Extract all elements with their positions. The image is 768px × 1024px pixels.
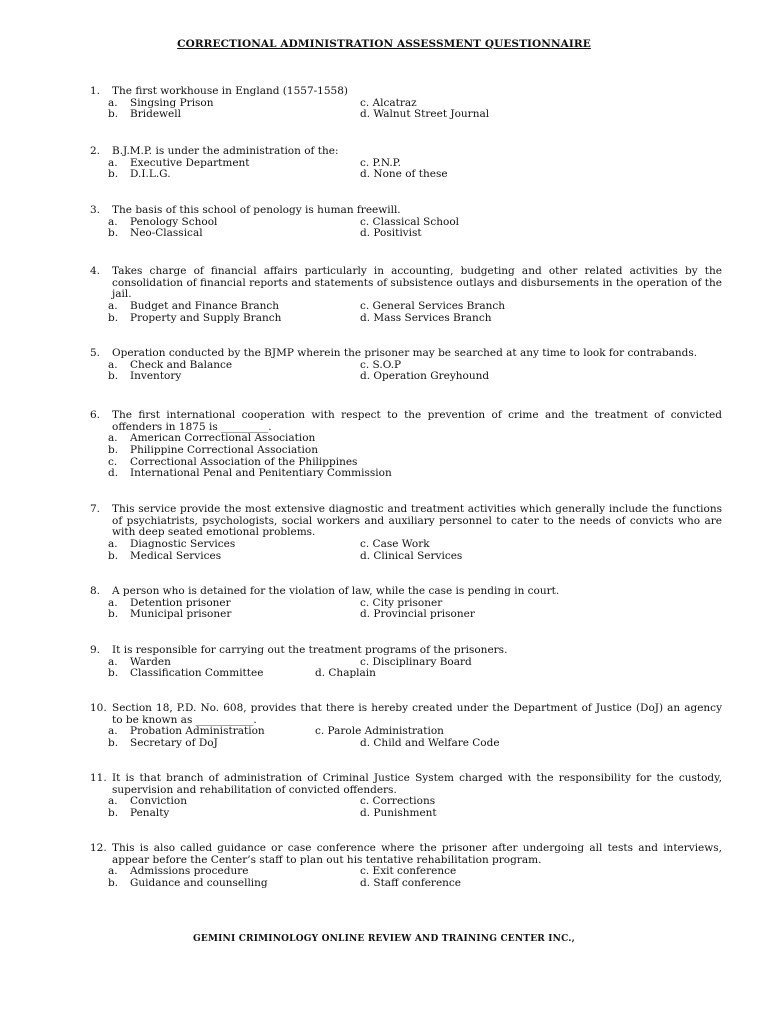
- option-d: d. Chaplain: [315, 667, 376, 680]
- option-d: d. Walnut Street Journal: [360, 108, 490, 121]
- option-b: b. D.I.L.G.: [108, 168, 171, 181]
- question-3: [90, 205, 722, 240]
- option-d: d. Child and Welfare Code: [360, 737, 500, 750]
- question-8: [90, 586, 722, 621]
- option-c: c. Alcatraz: [360, 96, 417, 109]
- question-2: [90, 146, 722, 181]
- option-b: b. Property and Supply Branch: [108, 311, 282, 324]
- option-d: d. Punishment: [360, 807, 437, 820]
- question-10: [90, 703, 722, 750]
- question-text: The first workhouse in England (1557-1558): [112, 85, 348, 97]
- question-number: 7.: [90, 503, 101, 515]
- option-b: b. Guidance and counselling: [108, 877, 268, 890]
- question-4: [90, 266, 722, 324]
- option-c: c. Parole Administration: [315, 725, 444, 738]
- question-number: 8.: [90, 585, 101, 597]
- option-a: a. Detention prisoner: [108, 596, 231, 609]
- option-a: a. Diagnostic Services: [108, 538, 236, 551]
- option-c: c. Classical School: [360, 215, 460, 228]
- option-c: c. City prisoner: [360, 596, 443, 609]
- option-b: b. Penalty: [108, 807, 170, 820]
- question-text: Takes charge of financial affairs particularly in accounting, budgeting and other related activities by the consolidation of financial reports and statements of subsistence outlays and disbursements in the operation of the jail.: [112, 265, 722, 301]
- option-d: d. Positivist: [360, 227, 422, 240]
- option-d: d. Mass Services Branch: [360, 311, 492, 324]
- question-number: 5.: [90, 347, 101, 359]
- question-number: 12.: [90, 842, 107, 854]
- option-c: c. P.N.P.: [360, 156, 401, 169]
- question-number: 11.: [90, 772, 107, 784]
- question-number: 2.: [90, 145, 101, 157]
- question-text: A person who is detained for the violation of law, while the case is pending in court.: [112, 585, 560, 597]
- page-title: CORRECTIONAL ADMINISTRATION ASSESSMENT QUESTIONNAIRE: [177, 38, 591, 50]
- question-number: 10.: [90, 702, 107, 714]
- question-5: [90, 348, 722, 383]
- option-d: d. Operation Greyhound: [360, 370, 490, 383]
- option-c: c. Exit conference: [360, 865, 457, 878]
- question-text: The basis of this school of penology is human freewill.: [112, 204, 401, 216]
- option-b: b. Bridewell: [108, 108, 181, 121]
- option-a: a. Executive Department: [108, 156, 250, 169]
- question-number: 1.: [90, 85, 101, 97]
- question-number: 4.: [90, 265, 101, 277]
- question-text: This is also called guidance or case conference where the prisoner after undergoing all tests and interviews, appear before the Center’s staff to plan out his tentative rehabilitation program.: [112, 842, 722, 866]
- option-c: c. Disciplinary Board: [360, 655, 472, 668]
- option-b: b. Medical Services: [108, 549, 222, 562]
- option-c: c. S.O.P: [360, 358, 402, 371]
- option-a: a. American Correctional Association: [108, 432, 316, 445]
- option-c: c. Corrections: [360, 795, 436, 808]
- option-d: d. Clinical Services: [360, 549, 463, 562]
- option-b: b. Classification Committee: [108, 667, 264, 680]
- question-6: [90, 410, 722, 480]
- option-d: d. None of these: [360, 168, 448, 181]
- question-11: [90, 773, 722, 820]
- option-a: a. Singsing Prison: [108, 96, 214, 109]
- question-text: It is responsible for carrying out the treatment programs of the prisoners.: [112, 644, 508, 656]
- option-a: a. Probation Administration: [108, 725, 265, 738]
- option-a: a. Budget and Finance Branch: [108, 300, 280, 313]
- question-number: 6.: [90, 409, 101, 421]
- question-7: [90, 504, 722, 562]
- option-d: d. Provincial prisoner: [360, 608, 475, 621]
- question-text: This service provide the most extensive diagnostic and treatment activities which generally include the functions of psychiatrists, psychologists, social workers and auxiliary personnel to cater to the needs of convicts who are with deep seated emotional problems.: [112, 503, 722, 539]
- option-d: d. Staff conference: [360, 877, 462, 890]
- option-a: a. Penology School: [108, 215, 218, 228]
- option-a: a. Conviction: [108, 795, 187, 808]
- question-1: [90, 86, 722, 121]
- question-text: Section 18, P.D. No. 608, provides that there is hereby created under the Department of Justice (DoJ) an agency to be known as ___________.: [112, 702, 722, 726]
- question-number: 9.: [90, 644, 101, 656]
- option-b: b. Inventory: [108, 370, 182, 383]
- option-b: b. Neo-Classical: [108, 227, 203, 240]
- option-b: b. Philippine Correctional Association: [108, 444, 318, 457]
- option-a: a. Admissions procedure: [108, 865, 249, 878]
- question-text: B.J.M.P. is under the administration of the:: [112, 145, 339, 157]
- option-c: c. Case Work: [360, 538, 430, 551]
- question-text: It is that branch of administration of Criminal Justice System charged with the responsibility for the custody, supervision and rehabilitation of convicted offenders.: [112, 772, 722, 796]
- option-b: b. Municipal prisoner: [108, 608, 232, 621]
- option-c: c. Correctional Association of the Philippines: [108, 455, 358, 468]
- question-text: Operation conducted by the BJMP wherein the prisoner may be searched at any time to look for contrabands.: [112, 347, 698, 359]
- option-a: a. Warden: [108, 655, 171, 668]
- option-d: d. International Penal and Penitentiary Commission: [108, 467, 392, 480]
- question-9: [90, 645, 722, 680]
- page-footer: GEMINI CRIMINOLOGY ONLINE REVIEW AND TRAINING CENTER INC.,: [193, 934, 575, 944]
- question-text: The first international cooperation with respect to the prevention of crime and the treatment of convicted offenders in 1875 is _________.: [112, 409, 722, 433]
- question-12: [90, 843, 722, 890]
- option-a: a. Check and Balance: [108, 358, 233, 371]
- option-b: b. Secretary of DoJ: [108, 737, 218, 750]
- option-c: c. General Services Branch: [360, 300, 506, 313]
- question-number: 3.: [90, 204, 101, 216]
